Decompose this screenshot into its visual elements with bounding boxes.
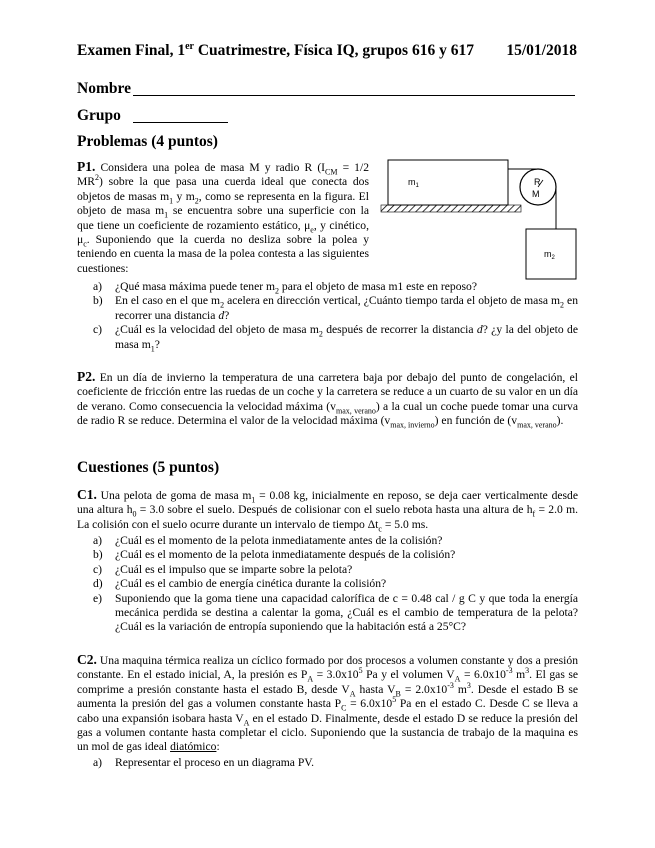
c1-question-a: a) ¿Cuál es el momento de la pelota inmediatamente antes de la colisión?	[93, 534, 443, 547]
surface-hatch	[381, 205, 521, 212]
mass-2-label: $m_2$	[544, 249, 555, 261]
group-label: Grupo	[77, 107, 121, 124]
problem-2-text: P2. En un día de invierno la temperatura de una carretera baja por debajo del punto de congelación, el coeficiente de fricción entre las ruedas de un coche y la carretera se reduce a un cuarto de su valor en un día de verano. Como consecuencia la velocidad máxima $(v_{max, verano})$ a la cual un coche puede tomar una curva de radio R se reduce. Determina el valor de la velocidad máxima $(v_{max, invierno})$ en función de $(v_{max, verano})$.	[77, 369, 578, 430]
question-1-text: C1. Una pelota de goma de masa $m_1 = 0.08$ kg, inicialmente en reposo, se deja caer verticalmente desde una altura $h_0 = 3.0$ sobre el suelo. Después de colisionar con el suelo rebota hasta una altura de $h_f = 2.0$ m. La colisión con el suelo ocurre durante un intervalo de tiempo $\Delta t_c = 5.0$ ms.	[77, 487, 578, 534]
name-label: Nombre	[77, 80, 131, 97]
problems-heading: Problemas (4 puntos)	[77, 133, 218, 150]
mass-1-block	[388, 160, 508, 205]
question-2-text: C2. Una maquina térmica realiza un cíclico formado por dos procesos a volumen constante y dos a presión constante. En el estado inicial, A, la presión es $P_A = 3.0x10^5$ Pa y el volumen $V_A = 6.0x10^{-3}$ $m^3$. El gas se comprime a presión constante hasta el estado B, desde $V_A$ hasta $V_B = 2.0x10^{-3}$ $m^3$. Desde el estado B se aumenta la presión del gas a volumen constante hasta $P_C = 6.0x10^5$ Pa en el estado C. Desde C se lleva a cabo una expansión isobara hasta $V_A$ en el estado D. Finalmente, desde el estado D se reduce la presión del gas a volumen contante hasta completar el ciclo. Suponiendo que la sustancia de trabajo de la maquina es un mol de gas ideal diatómico:	[77, 652, 579, 754]
pulley-mass-label: M	[532, 189, 540, 199]
problem-1-questions	[93, 280, 578, 352]
questions-heading: Cuestiones (5 puntos)	[77, 459, 220, 476]
pulley-figure	[378, 157, 578, 297]
exam-header	[77, 42, 577, 60]
c1-question-d: d) ¿Cuál es el cambio de energía cinética durante la colisión?	[93, 577, 387, 591]
name-line[interactable]	[133, 95, 575, 96]
exam-title: Examen Final, 1er Cuatrimestre, Física IQ, grupos 616 y 617	[77, 40, 474, 59]
p1-question-b: b) En el caso en el que $m_2$ acelera en dirección vertical, ¿Cuánto tiempo tarda el objeto de masa $m_2$ en recorrer una distancia d?	[93, 294, 578, 322]
exam-date: 15/01/2018	[506, 42, 577, 59]
question-1-items	[93, 534, 578, 635]
mass-1-label: $m_1$	[408, 177, 419, 189]
c1-question-b: b) ¿Cuál es el momento de la pelota inmediatamente después de la colisión?	[93, 548, 456, 562]
problem-1-text: P1. Considera una polea de masa M y radio R ($I_{CM} = 1/2$ $MR^2$) sobre la que pasa una cuerda ideal que conecta dos objetos de masas $m_1$ y $m_2$, como se representa en la figura. El objeto de masa $m_1$ se encuentra sobre una superficie con la que tiene un coeficiente de rozamiento estático, $\mu_e$, y cinético, $\mu_c$. Suponiendo que la cuerda no desliza sobre la polea y teniendo en cuenta la masa de la polea contesta a las siguientes cuestiones:	[77, 159, 369, 275]
c1-question-e: e) Suponiendo que la goma tiene una capacidad calorífica de c = 0.48 cal / g C y que toda la energía mecánica perdida se destina a calentar la goma, ¿Cuál es el cambio de temperatura de la pelota? ¿Cuál es la variación de entropía suponiendo que la habitación está a 25°C?	[93, 591, 578, 634]
pulley-radius-label: R	[534, 177, 541, 187]
p1-question-a: a) ¿Qué masa máxima puede tener $m_2$ para el objeto de masa m1 este en reposo?	[93, 280, 477, 296]
c1-question-c: c) ¿Cuál es el impulso que se imparte sobre la pelota?	[93, 562, 353, 576]
c2-question-a: a) Representar el proceso en un diagrama PV.	[93, 756, 315, 769]
question-2-items	[93, 756, 578, 770]
group-line[interactable]	[133, 122, 228, 123]
p1-question-c: c) ¿Cuál es la velocidad del objeto de masa $m_2$ después de recorrer la distancia d? ¿y la del objeto de masa $m_1$?	[93, 323, 578, 353]
